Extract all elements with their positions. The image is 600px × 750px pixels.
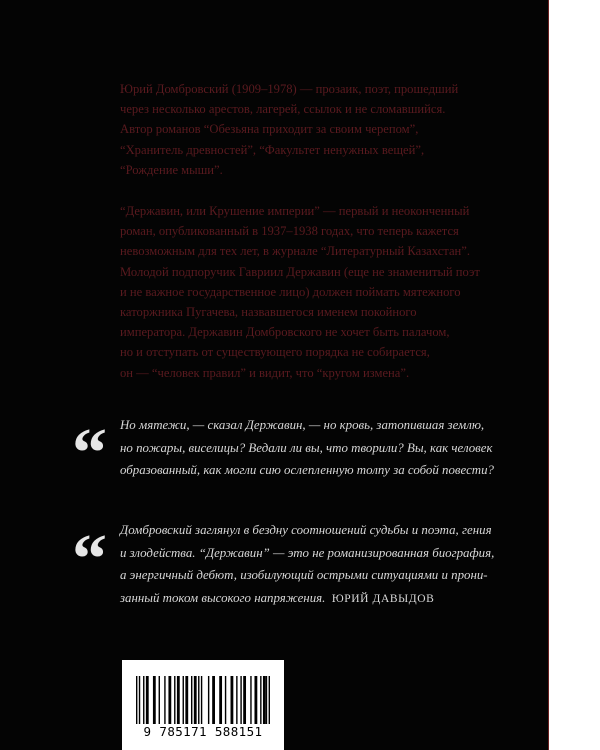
barcode-bar xyxy=(263,676,266,724)
barcode-bar xyxy=(185,676,188,724)
quote-mark-icon: “ xyxy=(72,415,107,492)
summary-line: Молодой подпоручик Гавриил Державин (еще не знаменитый поэт xyxy=(120,264,480,279)
barcode-bar xyxy=(191,676,192,724)
spine-edge xyxy=(548,0,549,750)
bio-line: через несколько арестов, лагерей, ссылок и не сломавшийся. xyxy=(120,102,446,117)
barcode-bar xyxy=(250,676,251,724)
summary-line: каторжника Пугачева, назвавшегося именем покойного xyxy=(120,305,417,320)
summary-line: невозможным для тех лет, в журнале “Литературный Казахстан”. xyxy=(120,244,471,259)
barcode-bar xyxy=(139,676,140,724)
barcode-bar xyxy=(174,676,175,724)
quote-line: и злодейства. “Державин” — это не романизированная биография, xyxy=(120,545,495,560)
barcode-bar xyxy=(240,676,241,724)
summary-line: “Державин, или Крушение империи” — первый и неоконченный xyxy=(120,204,470,219)
barcode-bar xyxy=(136,676,137,724)
barcode-bar xyxy=(254,676,257,724)
barcode-bar xyxy=(266,676,267,724)
barcode-bar xyxy=(168,676,171,724)
bio-line: Автор романов “Обезьяна приходит за своим черепом”, xyxy=(120,122,419,137)
barcode-bar xyxy=(177,676,180,724)
author-bio-paragraph xyxy=(120,79,500,180)
bio-line: “Рождение мыши”. xyxy=(120,162,223,177)
novel-summary-paragraph xyxy=(120,201,500,383)
quote-line: Но мятежи, — сказал Державин, — но кровь, затопившая землю, xyxy=(120,418,485,432)
barcode-bar xyxy=(159,676,160,724)
review-author: ЮРИЙ ДАВЫДОВ xyxy=(331,592,435,605)
critic-review-quote xyxy=(120,519,520,610)
barcode-bar xyxy=(198,676,199,724)
barcode-bar xyxy=(208,676,209,724)
summary-line: роман, опубликованный в 1937–1938 годах, что теперь кажется xyxy=(120,224,459,239)
summary-line: но и отступать от существующего порядка не собирается, xyxy=(120,345,430,360)
bio-line: “Хранитель древностей”, “Факультет ненужных вещей”, xyxy=(120,142,425,157)
barcode-bar xyxy=(183,676,184,724)
barcode-bar xyxy=(153,676,156,724)
novel-excerpt-quote xyxy=(120,414,520,482)
quote-mark-icon: “ xyxy=(72,521,107,598)
isbn-number: 9 785171 588151 xyxy=(143,724,263,739)
barcode-bar xyxy=(269,676,270,724)
bio-line: Юрий Домбровский (1909–1978) — прозаик, поэт, прошедший xyxy=(120,82,459,96)
barcode-bar xyxy=(231,676,234,724)
barcode-bar xyxy=(146,676,149,724)
quote-line: а энергичный дебют, изобилующий острыми ситуациями и прони- xyxy=(120,568,488,583)
barcode-bar xyxy=(219,676,222,724)
barcode-bar xyxy=(225,676,226,724)
barcode-bar xyxy=(164,676,165,724)
barcode-bars xyxy=(136,676,270,726)
quote-line: но пожары, виселицы? Ведали ли вы, что творили? Вы, как человек xyxy=(120,440,493,455)
barcode-bar xyxy=(236,676,237,724)
annotation-text xyxy=(120,79,500,383)
quote-line: образованный, как могли сию ослепленную толпу за собой повести? xyxy=(120,463,494,478)
barcode-bar xyxy=(212,676,215,724)
barcode-bar xyxy=(201,676,202,724)
summary-line: императора. Державин Домбровского не хочет быть палачом, xyxy=(120,325,450,340)
barcode-bar xyxy=(260,676,261,724)
summary-line: он — “человек правил” и видит, что “кругом измена”. xyxy=(120,365,410,380)
summary-line: и не важное государственное лицо) должен поймать мятежного xyxy=(120,284,461,299)
isbn-barcode xyxy=(122,660,284,750)
barcode-bar xyxy=(143,676,144,724)
barcode-bar xyxy=(243,676,246,724)
barcode-bar xyxy=(194,676,197,724)
quote-line: Домбровский заглянул в бездну соотношений судьбы и поэта, гения xyxy=(120,523,492,537)
quote-line: занный током высокого напряжения. xyxy=(120,590,326,605)
